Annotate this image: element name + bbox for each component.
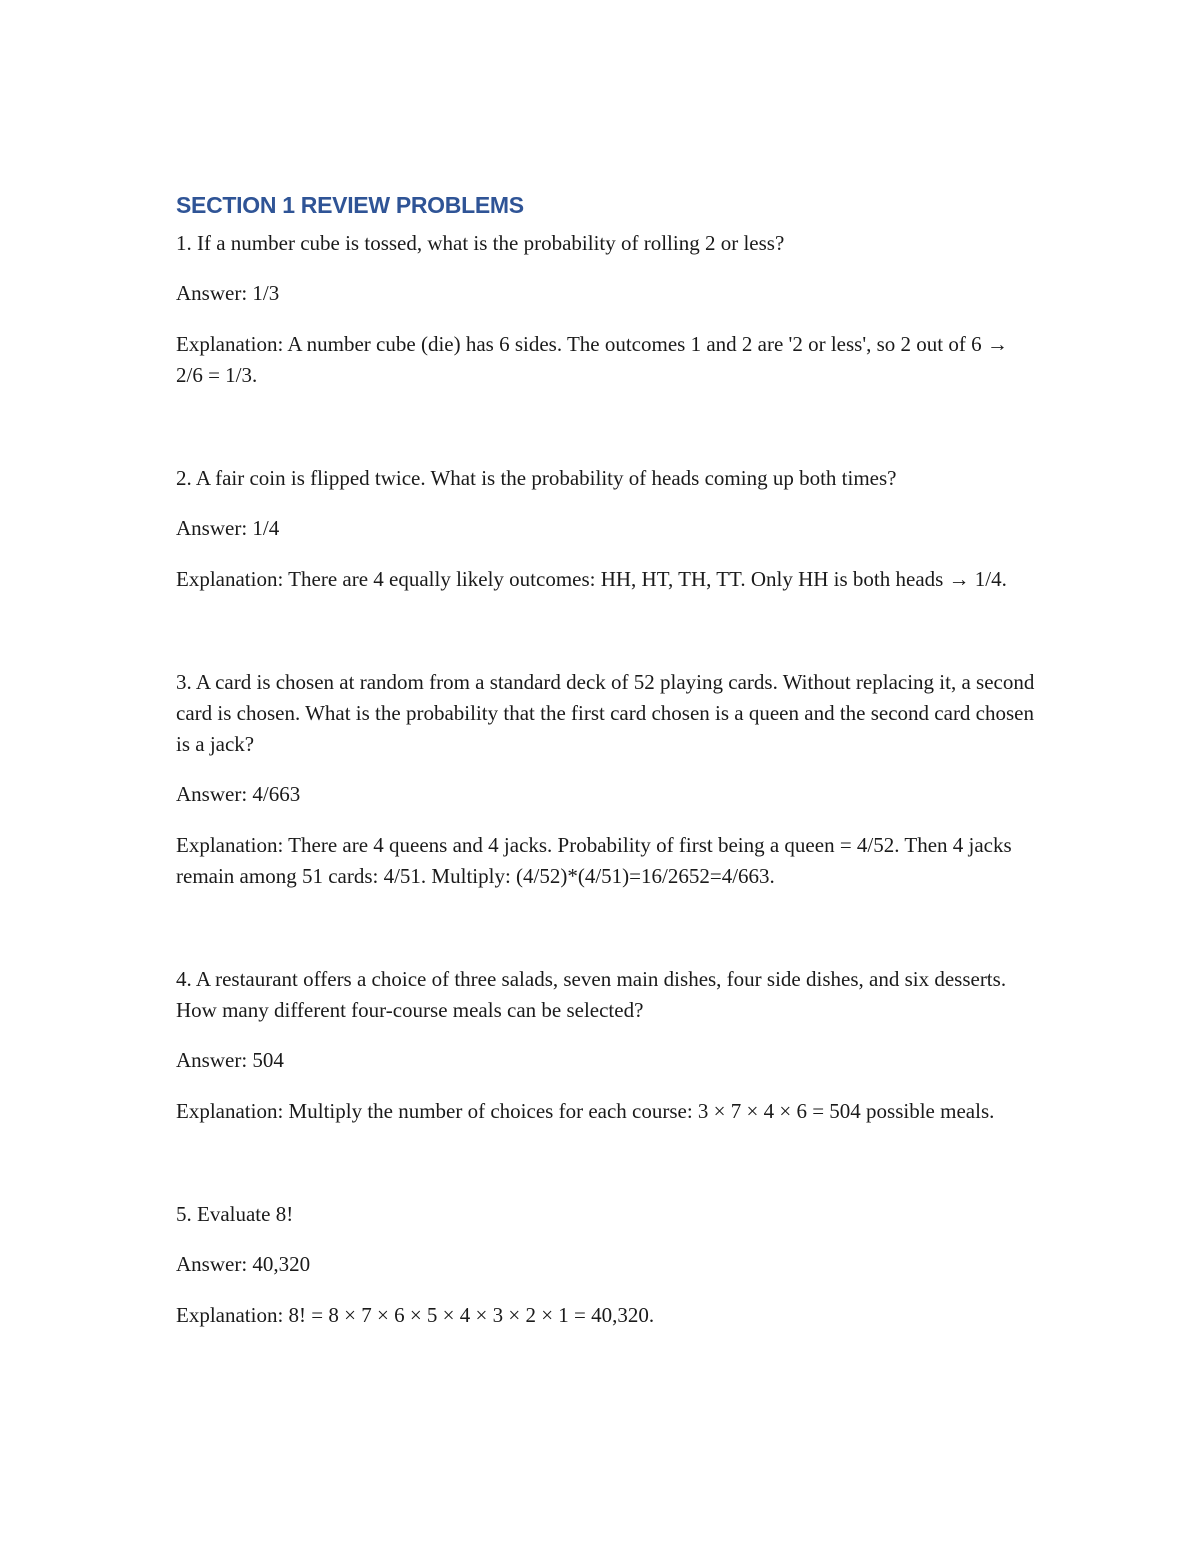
explanation-5: Explanation: 8! = 8 × 7 × 6 × 5 × 4 × 3 × 2 × 1 = 40,320.: [176, 1303, 655, 1327]
problem-2: [176, 463, 1036, 595]
question-2: 2. A fair coin is flipped twice. What is the probability of heads coming up both times?: [176, 466, 897, 490]
explanation-1: Explanation: A number cube (die) has 6 sides. The outcomes 1 and 2 are '2 or less', so 2 out of 6 → 2/6 = 1/3.: [176, 332, 1008, 387]
answer-5: Answer: 40,320: [176, 1252, 311, 1276]
problem-5: [176, 1199, 1036, 1331]
section-heading: SECTION 1 REVIEW PROBLEMS: [176, 192, 524, 218]
explanation-2: Explanation: There are 4 equally likely outcomes: HH, HT, TH, TT. Only HH is both heads → 1/4.: [176, 567, 1007, 591]
explanation-3: Explanation: There are 4 queens and 4 jacks. Probability of first being a queen = 4/52. Then 4 jacks remain among 51 cards: 4/51. Multiply: (4/52)*(4/51)=16/2652=4/663.: [176, 833, 1012, 888]
question-1: 1. If a number cube is tossed, what is the probability of rolling 2 or less?: [176, 231, 785, 255]
question-5: 5. Evaluate 8!: [176, 1202, 294, 1226]
problem-1: [176, 228, 1036, 391]
explanation-4: Explanation: Multiply the number of choices for each course: 3 × 7 × 4 × 6 = 504 possible meals.: [176, 1099, 995, 1123]
answer-3: Answer: 4/663: [176, 782, 301, 806]
answer-2: Answer: 1/4: [176, 516, 280, 540]
answer-1: Answer: 1/3: [176, 281, 280, 305]
problem-4: [176, 964, 1036, 1127]
document-page: [176, 190, 1036, 1331]
answer-4: Answer: 504: [176, 1048, 284, 1072]
problem-3: [176, 667, 1036, 892]
question-3: 3. A card is chosen at random from a standard deck of 52 playing cards. Without replacing it, a second card is chosen. What is the probability that the first card chosen is a queen and the second card chosen is a jack?: [176, 670, 1035, 756]
question-4: 4. A restaurant offers a choice of three salads, seven main dishes, four side dishes, and six desserts. How many different four-course meals can be selected?: [176, 967, 1007, 1022]
